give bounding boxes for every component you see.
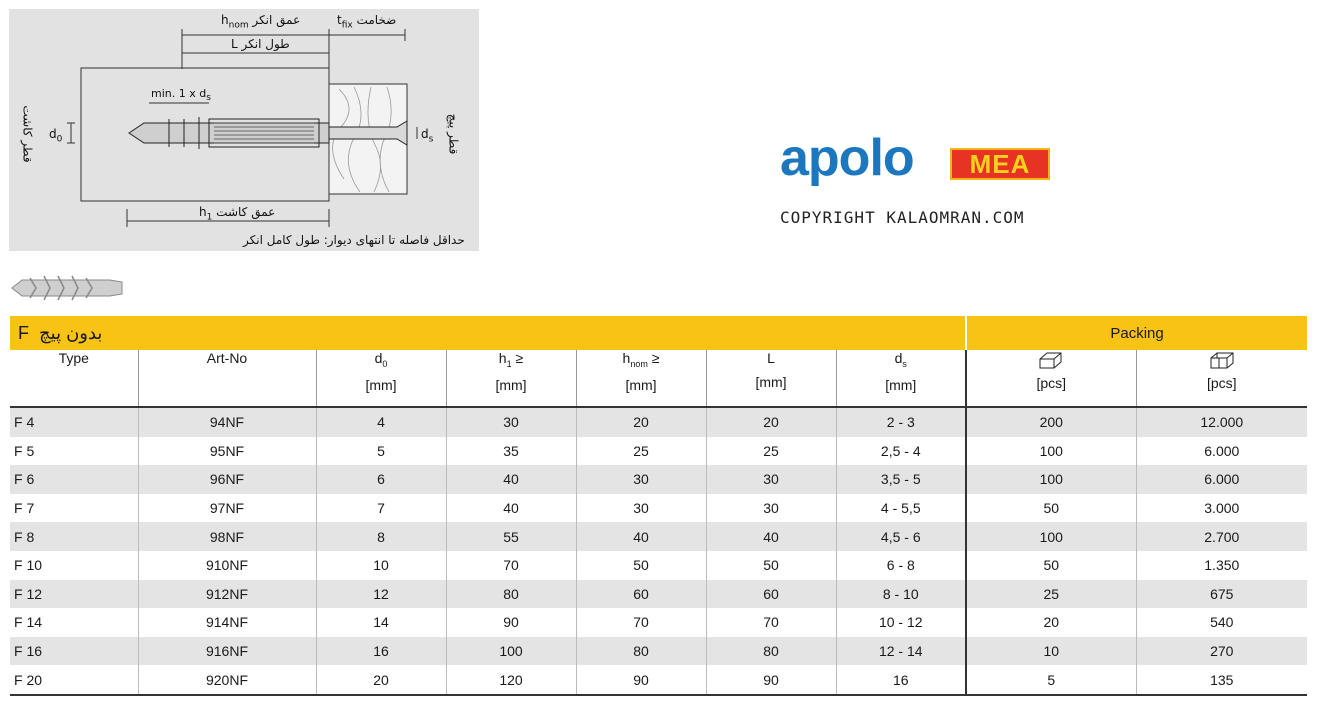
cell-hnom: 30 [576,494,706,523]
cell-ds: 2,5 - 4 [836,437,966,466]
cell-ds: 4,5 - 6 [836,522,966,551]
cell-L: 80 [706,637,836,666]
cell-L: 50 [706,551,836,580]
anchor-length-label: L طول انکر [231,37,290,51]
table-row [10,637,1307,666]
cell-hnom: 80 [576,637,706,666]
cell-h1: 120 [446,665,576,695]
cell-art-no: 94NF [138,407,316,437]
cell-d0: 7 [316,494,446,523]
cell-type: F 8 [10,522,138,551]
table-row [10,494,1307,523]
cell-pack-large: 270 [1136,637,1307,666]
cell-hnom: 20 [576,407,706,437]
cell-d0: 14 [316,608,446,637]
cell-L: 20 [706,407,836,437]
col-pack-small: [pcs] [966,350,1136,407]
hnom-label: $h_{nom}$ عمق انکر [221,13,301,31]
cell-L: 90 [706,665,836,695]
cell-ds: 16 [836,665,966,695]
logo-mea-badge: MEA [950,148,1050,180]
cell-pack-large: 3.000 [1136,494,1307,523]
cell-hnom: 70 [576,608,706,637]
cell-hnom: 90 [576,665,706,695]
col-ds: $d_s$ [mm] [836,350,966,407]
cell-pack-large: 6.000 [1136,437,1307,466]
cell-pack-small: 20 [966,608,1136,637]
cell-type: F 20 [10,665,138,695]
anchor-diagram [9,9,479,251]
cell-art-no: 95NF [138,437,316,466]
table-header-row [10,350,1307,407]
cell-ds: 6 - 8 [836,551,966,580]
cell-h1: 30 [446,407,576,437]
cell-art-no: 98NF [138,522,316,551]
table-row [10,437,1307,466]
small-box-icon [1037,350,1065,370]
cell-h1: 70 [446,551,576,580]
cell-d0: 16 [316,637,446,666]
table-row [10,522,1307,551]
cell-type: F 5 [14,442,35,459]
cell-pack-small: 100 [966,522,1136,551]
cell-hnom: 30 [576,465,706,494]
copyright-text: COPYRIGHT KALAOMRAN.COM [780,208,1025,227]
cell-d0: 20 [316,665,446,695]
cell-h1: 40 [446,494,576,523]
d0-label: $d_0$ [49,127,63,145]
col-hnom: $h_{nom}$ ≥ [mm] [576,350,706,407]
cell-h1: 80 [446,580,576,609]
table-row [10,608,1307,637]
tfix-label: $t_{fix}$ ضخامت [337,13,397,31]
cell-hnom: 25 [576,437,706,466]
table-row [10,407,1307,437]
cell-L: 40 [706,522,836,551]
cell-L: 30 [706,494,836,523]
cell-h1: 90 [446,608,576,637]
h1-label: $h_1$ عمق کاشت [199,205,276,223]
cell-d0: 8 [316,522,446,551]
cell-pack-large: 2.700 [1136,522,1307,551]
col-pack-large: [pcs] [1136,350,1307,407]
cell-type: F 14 [14,614,43,631]
cell-L: 30 [706,465,836,494]
cell-art-no: 96NF [138,465,316,494]
col-d0: $d_0$ [mm] [316,350,446,407]
cell-type: F 6 [10,465,138,494]
cell-pack-small: 50 [966,494,1136,523]
cell-d0: 12 [316,580,446,609]
cell-type: F 7 [14,500,35,517]
cell-L: 60 [706,580,836,609]
cell-type: F 10 [14,557,43,574]
cell-pack-large: 540 [1136,608,1307,637]
cell-art-no: 920NF [138,665,316,695]
cell-art-no: 916NF [138,637,316,666]
cell-d0: 6 [316,465,446,494]
cell-pack-large: 12.000 [1136,407,1307,437]
cell-pack-large: 135 [1136,665,1307,695]
table-row [10,580,1307,609]
logo-apolo: apolo [780,129,914,187]
cell-L: 25 [706,437,836,466]
cell-hnom: 50 [576,551,706,580]
cell-pack-small: 200 [966,407,1136,437]
cell-type: F 12 [10,580,138,609]
cell-ds: 8 - 10 [836,580,966,609]
table-title: F بدون پیچ [10,316,966,350]
cell-pack-large: 6.000 [1136,465,1307,494]
cell-art-no: 97NF [138,494,316,523]
cell-pack-small: 10 [966,637,1136,666]
anchor-product-image [10,272,124,304]
table-row [10,551,1307,580]
cell-pack-small: 50 [966,551,1136,580]
cell-type: F 4 [10,407,138,437]
col-art-no: Art-No [138,350,316,407]
large-box-icon [1208,350,1236,370]
cell-h1: 55 [446,522,576,551]
cell-h1: 100 [446,637,576,666]
cell-art-no: 912NF [138,580,316,609]
table-title-row [10,316,1307,350]
cell-d0: 5 [316,437,446,466]
cell-hnom: 60 [576,580,706,609]
cell-pack-large: 675 [1136,580,1307,609]
cell-ds: 2 - 3 [836,407,966,437]
screw-diameter-label: قطر پیچ [446,113,461,155]
table-row [10,665,1307,695]
cell-type: F 16 [10,637,138,666]
packing-header: Packing [966,316,1307,350]
cell-pack-small: 100 [966,437,1136,466]
cell-h1: 35 [446,437,576,466]
cell-d0: 4 [316,407,446,437]
cell-hnom: 40 [576,522,706,551]
diagram-footer: حداقل فاصله تا انتهای دیوار: طول کامل انکر [243,233,465,247]
cell-art-no: 914NF [138,608,316,637]
cell-art-no: 910NF [138,551,316,580]
cell-ds: 4 - 5,5 [836,494,966,523]
table-row [10,465,1307,494]
min-ds-label: min. 1 x $d_s$ [151,87,211,104]
cell-h1: 40 [446,465,576,494]
spec-table [10,316,1307,696]
cell-ds: 12 - 14 [836,637,966,666]
cell-pack-small: 25 [966,580,1136,609]
cell-ds: 10 - 12 [836,608,966,637]
cell-d0: 10 [316,551,446,580]
table-body [10,407,1307,695]
cell-L: 70 [706,608,836,637]
col-h1: $h_1$ ≥ [mm] [446,350,576,407]
cell-pack-small: 5 [966,665,1136,695]
cell-pack-large: 1.350 [1136,551,1307,580]
col-L: L [mm] [706,350,836,407]
col-type: Type [10,350,138,407]
ds-label: $d_s$ [421,127,434,145]
cell-ds: 3,5 - 5 [836,465,966,494]
cell-pack-small: 100 [966,465,1136,494]
drill-diameter-label: قطر کاشت [20,105,35,163]
anchor-body [129,123,329,143]
